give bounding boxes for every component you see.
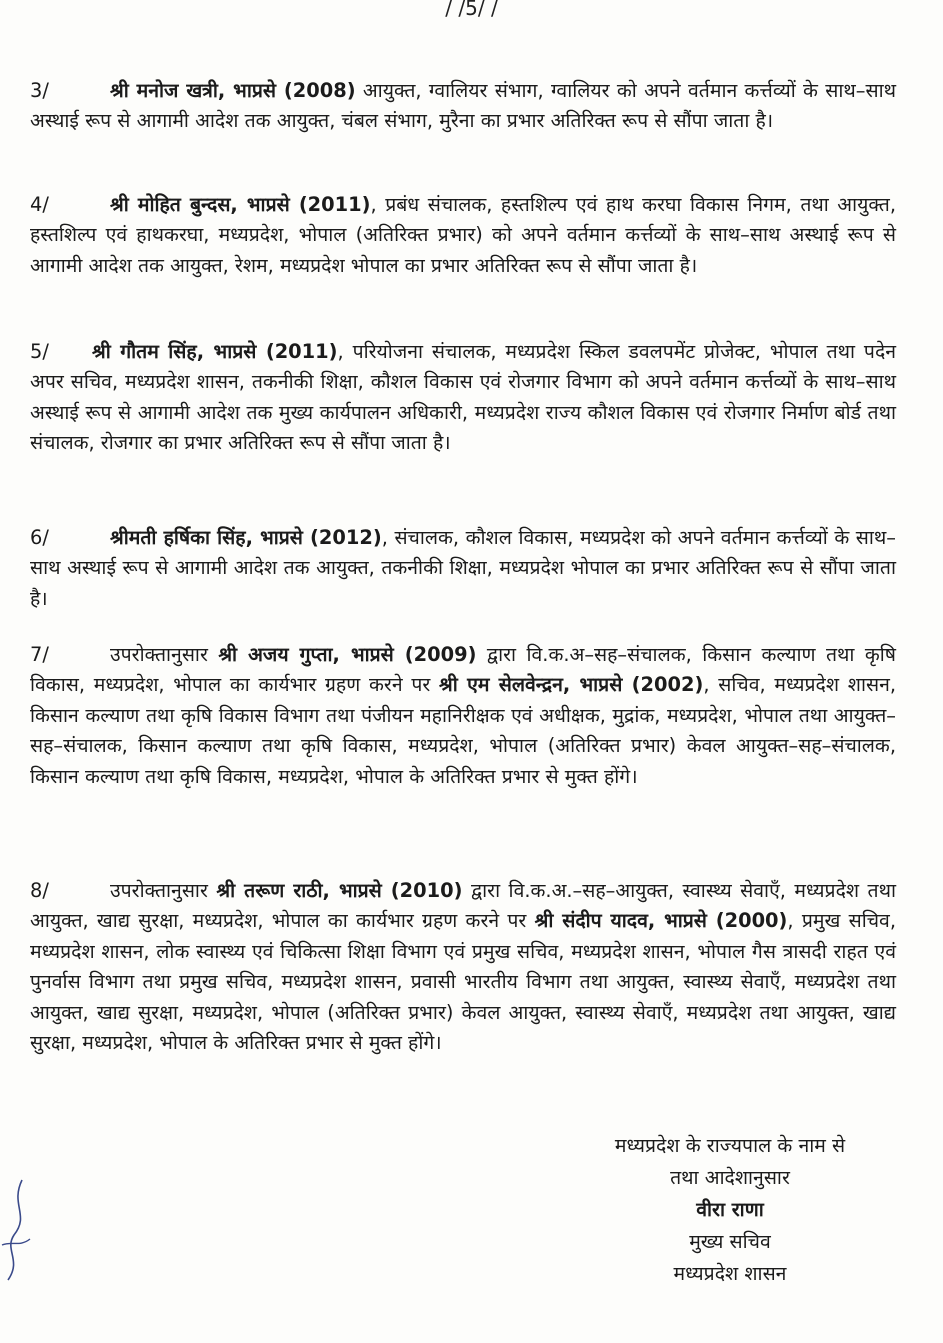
- paragraph-text: , सचिव, मध्यप्रदेश शासन, किसान कल्याण तथा कृषि विकास विभाग तथा पंजीयन महानिरीक्षक एवं अधीक्षक, मुद्रांक, मध्यप्रदेश, भोपाल तथा आयुक्त–सह–संचालक, किसान कल्याण तथा कृषि विकास, मध्यप्रदेश, भोपाल (अतिरिक्त प्रभार) केवल आयुक्त–सह–संचालक, किसान कल्याण तथा कृषि विकास, मध्यप्रदेश, भोपाल के अतिरिक्त प्रभार से मुक्त होंगे।: [30, 673, 897, 788]
- officer-name-2: श्री संदीप यादव, भाप्रसे (2000): [534, 909, 788, 933]
- paragraph-7: [30, 640, 896, 792]
- signatory-designation: मुख्य सचिव: [689, 1230, 771, 1253]
- officer-name: श्री तरूण राठी, भाप्रसे (2010): [216, 879, 463, 902]
- paragraph-4: [30, 190, 896, 281]
- paragraph-text: , प्रबंध संचालक, हस्तशिल्प एवं हाथ करघा विकास निगम, तथा आयुक्त, हस्तशिल्प एवं हाथकरघा, मध्यप्रदेश, भोपाल (अतिरिक्त प्रभार) को अपने वर्तमान कर्त्तव्यों के साथ–साथ अस्थाई रूप से आगामी आदेश तक आयुक्त, रेशम, मध्यप्रदेश भोपाल का प्रभार अतिरिक्त रूप से सौंपा जाता है।: [30, 193, 896, 277]
- paragraph-number: 7/: [30, 643, 49, 666]
- paragraph-5: [30, 337, 896, 459]
- paragraph-number: 8/: [30, 879, 49, 902]
- officer-name: श्री गौतम सिंह, भाप्रसे (2011): [92, 340, 338, 363]
- paragraph-text: उपरोक्तानुसार: [110, 879, 217, 902]
- paragraph-text: , परियोजना संचालक, मध्यप्रदेश स्किल डवलपमेंट प्रोजेक्ट, भोपाल तथा पदेन अपर सचिव, मध्यप्रदेश शासन, तकनीकी शिक्षा, कौशल विकास एवं रोजगार विभाग को अपने वर्तमान कर्त्तव्यों के साथ–साथ अस्थाई रूप से आगामी आदेश तक मुख्य कार्यपालन अधिकारी, मध्यप्रदेश राज्य कौशल विकास एवं रोजगार निर्माण बोर्ड तथा संचालक, रोजगार का प्रभार अतिरिक्त रूप से सौंपा जाता है।: [30, 340, 897, 455]
- signature-line-1: मध्यप्रदेश के राज्यपाल के नाम से: [614, 1134, 846, 1157]
- officer-name: श्री अजय गुप्ता, भाप्रसे (2009): [218, 643, 477, 666]
- officer-name: श्री मोहित बुन्दस, भाप्रसे (2011): [110, 193, 371, 216]
- paragraph-text: आयुक्त, ग्वालियर संभाग, ग्वालियर को अपने वर्तमान कर्त्तव्यों के साथ–साथ अस्थाई रूप से आगामी आदेश तक आयुक्त, चंबल संभाग, मुरैना का प्रभार अतिरिक्त रूप से सौंपा जाता है।: [30, 79, 896, 133]
- handwritten-mark-icon: [0, 1175, 40, 1285]
- officer-name: श्रीमती हर्षिका सिंह, भाप्रसे (2012): [110, 526, 382, 549]
- paragraph-text: उपरोक्तानुसार: [110, 643, 219, 666]
- paragraph-8: [30, 876, 896, 1058]
- paragraph-number: 6/: [30, 526, 49, 549]
- paragraph-text: , संचालक, कौशल विकास, मध्यप्रदेश को अपने वर्तमान कर्त्तव्यों के साथ–साथ अस्थाई रूप से आगामी आदेश तक आयुक्त, तकनीकी शिक्षा, मध्यप्रदेश भोपाल का प्रभार अतिरिक्त रूप से सौंपा जाता है।: [30, 526, 896, 610]
- signatory-office: मध्यप्रदेश शासन: [673, 1262, 787, 1285]
- signature-block: [540, 1130, 920, 1290]
- paragraph-text: , प्रमुख सचिव, मध्यप्रदेश शासन, लोक स्वास्थ्य एवं चिकित्सा शिक्षा विभाग एवं प्रमुख सचिव, मध्यप्रदेश शासन, भोपाल गैस त्रासदी राहत एवं पुनर्वास विभाग तथा प्रमुख सचिव, मध्यप्रदेश शासन, प्रवासी भारतीय विभाग तथा आयुक्त, स्वास्थ्य सेवाएँ, मध्यप्रदेश तथा आयुक्त, खाद्य सुरक्षा, मध्यप्रदेश, भोपाल (अतिरिक्त प्रभार) केवल आयुक्त, स्वास्थ्य सेवाएँ, मध्यप्रदेश तथा आयुक्त, खाद्य सुरक्षा, मध्यप्रदेश, भोपाल के अतिरिक्त प्रभार से मुक्त होंगे।: [30, 909, 896, 1055]
- signature-line-2: तथा आदेशानुसार: [670, 1166, 790, 1189]
- paragraph-number: 3/: [30, 79, 49, 102]
- paragraph-number: 4/: [30, 193, 49, 216]
- page-number: / /5/ /: [445, 0, 498, 20]
- paragraph-text: द्वारा वि.क.अ–सह–संचालक, किसान कल्याण तथा कृषि विकास, मध्यप्रदेश, भोपाल का कार्यभार ग्रहण करने पर: [30, 643, 896, 697]
- officer-name: श्री मनोज खत्री, भाप्रसे (2008): [110, 79, 356, 102]
- paragraph-text: द्वारा वि.क.अ.–सह–आयुक्त, स्वास्थ्य सेवाएँ, मध्यप्रदेश तथा आयुक्त, खाद्य सुरक्षा, मध्यप्रदेश, भोपाल का कार्यभार ग्रहण करने पर: [30, 879, 896, 933]
- paragraph-6: [30, 523, 896, 614]
- signatory-name: वीरा राणा: [696, 1198, 764, 1221]
- paragraph-3: [30, 76, 896, 137]
- officer-name-2: श्री एम सेलवेन्द्रन, भाप्रसे (2002): [439, 673, 704, 697]
- paragraph-number: 5/: [30, 340, 49, 363]
